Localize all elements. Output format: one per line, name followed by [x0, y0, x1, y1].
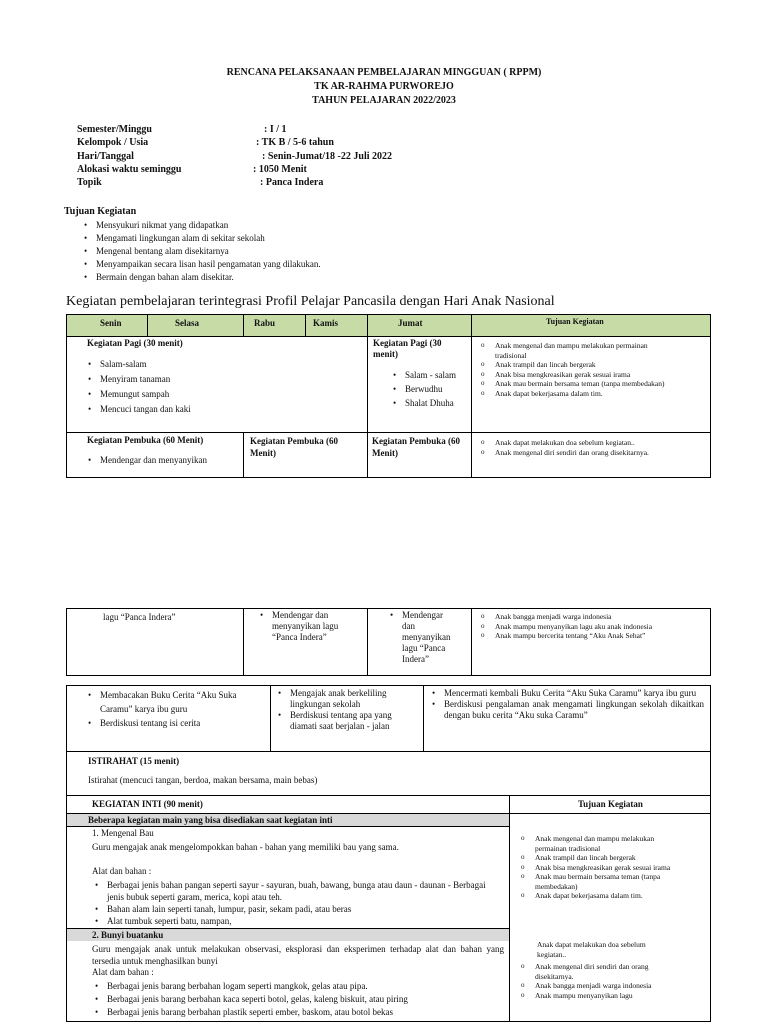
list-item: • Berdiskusi pengalaman anak mengamati lingkungan sekolah dikaitkan dengan buku cerita “Aku suka Caramu”: [432, 699, 704, 721]
list-item: • Mencuci tangan dan kaki: [88, 402, 191, 417]
list-item: o Anak mengenal diri sendiri dan orang disekitarnya.: [521, 962, 685, 981]
list-item: • Mensyukuri nikmat yang didapatkan: [84, 219, 321, 232]
list-item: • Menyiram tanaman: [88, 372, 191, 387]
pagi-title: Kegiatan Pagi (30 menit): [87, 338, 183, 348]
act1-list: [95, 879, 500, 927]
act2-list: [95, 980, 500, 1019]
col-header-kamis: Kamis: [313, 318, 339, 328]
tujuan-inti-list-b: [521, 962, 706, 1000]
col-header-selasa: Selasa: [175, 318, 200, 328]
identity-value: : I / 1: [264, 124, 287, 135]
istirahat-text: Istirahat (mencuci tangan, berdoa, makan bersama, main bebas): [88, 775, 318, 785]
list-item: o Anak mengenal dan mampu melakukan permainan tradisional: [481, 341, 675, 360]
lagu-text: lagu “Panca Indera”: [103, 612, 176, 622]
pembuka-title: Kegiatan Pembuka (60 Menit): [87, 435, 204, 445]
list-item: • Mendengar dan menyanyikan lagu “Panca Indera”: [260, 610, 360, 643]
col-header-senin: Senin: [100, 318, 122, 328]
inti-title: KEGIATAN INTI (90 menit): [92, 799, 203, 809]
list-item: • Memungut sampah: [88, 387, 191, 402]
list-item: o Anak dapat bekerjasama dalam tim.: [521, 891, 665, 901]
table-header-row: [67, 315, 710, 336]
istirahat-title: ISTIRAHAT (15 menit): [88, 756, 180, 766]
story-list: [88, 688, 263, 730]
list-item: o Anak mampu menyanyikan lagu: [521, 991, 706, 1001]
tujuan-inti-plain: Anak dapat melakukan doa sebelum kegiatan..: [537, 940, 646, 959]
identity-value: : TK B / 5-6 tahun: [256, 137, 334, 148]
list-item: o Anak mampu bercerita tentang “Aku Anak Sehat”: [481, 631, 695, 641]
pembuka-list: [88, 455, 207, 465]
list-item: • Mengenal bentang alam disekitarnya: [84, 245, 321, 258]
tujuan-pembuka-list: [481, 438, 706, 457]
pagi-title-jumat: Kegiatan Pagi (30 menit): [373, 338, 442, 359]
reflect-list: [432, 688, 704, 721]
tujuan-title: Tujuan Kegiatan: [64, 206, 137, 217]
col-header-rabu: Rabu: [254, 318, 276, 328]
list-item: o Anak mampu menyanyikan lagu aku anak indonesia: [481, 622, 675, 632]
list-item: o Anak mau bermain bersama teman (tanpa membedakan): [481, 379, 675, 389]
list-item: • Mendengar dan menyanyikan: [88, 455, 207, 465]
identity-value: : Panca Indera: [260, 177, 324, 188]
act2-title: 2. Bunyi buatanku: [92, 930, 164, 940]
pagi-list: [88, 357, 191, 417]
list-item: • Mencermati kembali Buku Cerita “Aku Suka Caramu” karya ibu guru: [432, 688, 704, 699]
col-header-jumat: Jumat: [398, 318, 423, 328]
tujuan-inti-list-a: [521, 834, 701, 901]
section-title: Kegiatan pembelajaran terintegrasi Profil Pelajar Pancasila dengan Hari Anak Nasional: [66, 294, 555, 309]
tujuan-list: [84, 219, 321, 284]
list-item: o Anak bangga menjadi warga indonesia: [481, 612, 706, 622]
act2-alat: Alat dam bahan :: [92, 967, 154, 977]
identity-value: : 1050 Menit: [253, 164, 307, 175]
list-item: o Anak dapat melakukan doa sebelum kegiatan..: [481, 438, 665, 448]
beberapa-text: Beberapa kegiatan main yang bisa disediakan saat kegiatan inti: [88, 815, 333, 825]
list-item: o Anak bangga menjadi warga indonesia: [521, 981, 685, 991]
list-item: o Anak trampil dan lincah bergerak: [521, 853, 701, 863]
list-item: • Berbagai jenis barang berbahan logam seperti mangkok, gelas atau pipa.: [95, 980, 500, 993]
list-item: • Mengajak anak berkeliling lingkungan sekolah: [278, 688, 418, 710]
list-item: • Shalat Dhuha: [393, 396, 456, 410]
list-item: o Anak dapat bekerjasama dalam tim.: [481, 389, 691, 399]
list-item: • Berwudhu: [393, 382, 456, 396]
list-item: o Anak mengenal dan mampu melakukan permainan tradisional: [521, 834, 675, 853]
list-item: • Salam-salam: [88, 357, 191, 372]
list-item: • Mengamati lingkungan alam di sekitar sekolah: [84, 232, 321, 245]
list-item: o Anak mau bermain bersama teman (tanpa membedakan): [521, 872, 685, 891]
pembuka-title-jumat: Kegiatan Pembuka (60 Menit): [372, 436, 461, 458]
list-item: • Bahan alam lain seperti tanah, lumpur, pasir, sekam padi, atau beras: [95, 903, 500, 915]
act1-text: Guru mengajak anak mengelompokkan bahan - bahan yang memiliki bau yang sama.: [92, 842, 399, 852]
list-item: • Alat tumbuk seperti batu, nampan,: [95, 915, 500, 927]
list-item: • Berdiskusi tentang isi cerita: [88, 716, 263, 730]
lagu-list-rabu: [260, 610, 360, 643]
lagu-list-jumat: [390, 610, 452, 665]
list-item: • Membacakan Buku Cerita “Aku Suka Caramu” karya ibu guru: [88, 688, 263, 716]
identity-label: Alokasi waktu seminggu: [77, 164, 182, 175]
tujuan-lagu-list: [481, 612, 706, 641]
list-item: • Berbagai jenis bahan pangan seperti sayur - sayuran, buah, bawang, bunga atau daun - daunan - Berbagai jenis bubuk seperti garam, merica, kopi atau teh.: [95, 879, 500, 903]
tujuan-pagi-list: [481, 341, 691, 398]
list-item: • Mendengar dan menyanyikan lagu “Panca Indera”: [390, 610, 452, 665]
list-item: o Anak bisa mengkreasikan gerak sesuai irama: [481, 370, 675, 380]
doc-title: RENCANA PELAKSANAAN PEMBELAJARAN MINGGUAN ( RPPM): [226, 67, 542, 78]
list-item: • Menyampaikan secara lisan hasil pengamatan yang dilakukan.: [84, 258, 321, 271]
list-item: o Anak mengenal diri sendiri dan orang disekitarnya.: [481, 448, 706, 458]
pembuka-title-rabu: Kegiatan Pembuka (60 Menit): [250, 436, 339, 458]
school-name: TK AR-RAHMA PURWOREJO: [314, 81, 454, 92]
act2-text: Guru mengajak anak untuk melakukan observasi, eksplorasi dan eksperimen terhadap alat dan bahan yang tersedia untuk menghasilkan bunyi: [92, 944, 504, 966]
col-header-tujuan: Tujuan Kegiatan: [546, 317, 604, 326]
identity-label: Semester/Minggu: [77, 124, 152, 135]
identity-label: Kelompok / Usia: [77, 137, 149, 148]
list-item: o Anak bisa mengkreasikan gerak sesuai irama: [521, 863, 685, 873]
list-item: • Bermain dengan bahan alam disekitar.: [84, 271, 321, 284]
list-item: • Berbagai jenis barang berbahan kaca seperti botol, gelas, kaleng biskuit, atau piring: [95, 993, 500, 1006]
identity-value: : Senin-Jumat/18 -22 Juli 2022: [262, 151, 393, 162]
identity-label: Topik: [77, 177, 102, 188]
act1-alat: Alat dan bahan :: [92, 866, 152, 876]
list-item: • Berbagai jenis barang berbahan plastik seperti ember, baskom, atau botol bekas: [95, 1006, 500, 1019]
walk-list: [278, 688, 418, 732]
pagi-list-jumat: [393, 368, 456, 410]
list-item: o Anak trampil dan lincah bergerak: [481, 360, 691, 370]
list-item: • Berdiskusi tentang apa yang diamati saat berjalan - jalan: [278, 710, 418, 732]
act1-title: 1. Mengenal Bau: [92, 828, 154, 838]
identity-label: Hari/Tanggal: [77, 151, 134, 162]
inti-tujuan-header: Tujuan Kegiatan: [578, 799, 643, 809]
academic-year: TAHUN PELAJARAN 2022/2023: [312, 95, 456, 106]
list-item: • Salam - salam: [393, 368, 456, 382]
